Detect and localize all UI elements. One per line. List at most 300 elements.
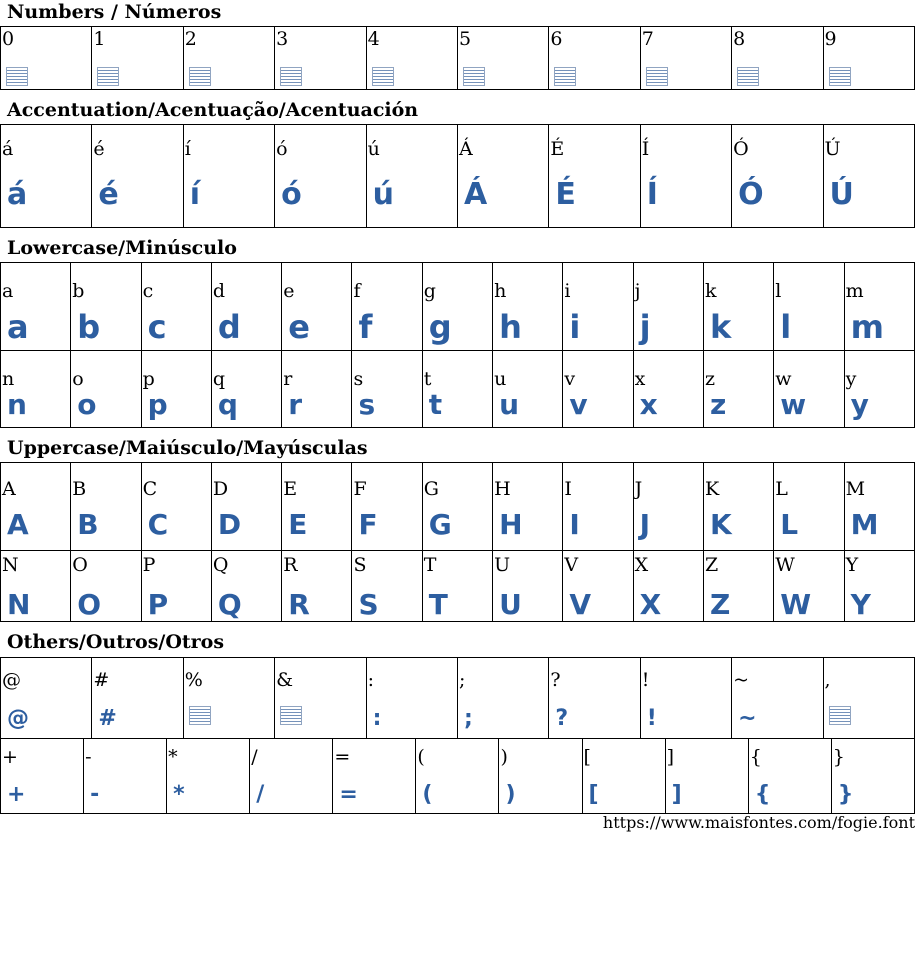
- character-label: ó: [276, 138, 288, 160]
- glyph-sample: }: [837, 782, 854, 807]
- character-label: m: [845, 280, 864, 302]
- character-label: r: [283, 368, 293, 390]
- glyph-cell: [352, 463, 422, 551]
- character-label: !: [641, 669, 650, 691]
- glyph-cell: [748, 739, 831, 814]
- glyph-cell: [141, 351, 211, 428]
- glyph-row: [1, 351, 915, 428]
- missing-glyph-icon: [463, 67, 485, 86]
- glyph-sample: ~: [738, 706, 757, 731]
- glyph-sample: é: [98, 177, 119, 212]
- glyph-sample: d: [217, 308, 241, 346]
- character-label: ]: [666, 746, 675, 768]
- missing-glyph-icon: [280, 67, 302, 86]
- glyph-cell: [183, 658, 274, 739]
- character-label: i: [564, 280, 571, 302]
- glyph-cell: [633, 463, 703, 551]
- glyph-cell: [633, 551, 703, 622]
- glyph-sample: A: [7, 508, 29, 541]
- character-label: &: [276, 669, 294, 691]
- glyph-grid: [0, 124, 915, 228]
- character-label: N: [2, 554, 19, 576]
- missing-glyph-icon: [280, 706, 302, 725]
- glyph-sample: {: [754, 782, 771, 807]
- character-label: E: [283, 478, 298, 500]
- glyph-cell: [774, 551, 844, 622]
- glyph-sample: z: [709, 388, 727, 421]
- character-label: á: [2, 138, 14, 160]
- glyph-cell: [774, 351, 844, 428]
- glyph-sample: M: [850, 508, 879, 541]
- glyph-sample: ?: [555, 706, 569, 731]
- glyph-grid: [0, 738, 915, 814]
- glyph-grid: [0, 26, 915, 90]
- glyph-grid: [0, 350, 915, 428]
- glyph-cell: [493, 263, 563, 351]
- section-title: Others/Outros/Otros: [7, 631, 225, 653]
- glyph-sample: N: [7, 588, 31, 621]
- missing-glyph-icon: [554, 67, 576, 86]
- character-label: #: [93, 669, 110, 691]
- glyph-sample: K: [709, 508, 732, 541]
- glyph-sample: í: [189, 177, 201, 212]
- glyph-sample: S: [358, 588, 379, 621]
- glyph-cell: [563, 463, 633, 551]
- glyph-cell: [499, 739, 582, 814]
- character-label: (: [417, 746, 425, 768]
- glyph-cell: [1, 658, 92, 739]
- glyph-cell: [422, 463, 492, 551]
- glyph-cell: [640, 658, 731, 739]
- missing-glyph-icon: [6, 67, 28, 86]
- character-label: p: [142, 368, 155, 390]
- glyph-row: [1, 263, 915, 351]
- character-label: h: [494, 280, 507, 302]
- glyph-cell: [549, 27, 640, 90]
- glyph-cell: [493, 551, 563, 622]
- glyph-sample: u: [499, 388, 520, 421]
- glyph-sample: X: [639, 588, 662, 621]
- character-label: Ó: [733, 138, 749, 160]
- glyph-cell: [844, 263, 914, 351]
- character-label: y: [845, 368, 857, 390]
- character-label: ,: [824, 669, 831, 691]
- glyph-cell: [844, 351, 914, 428]
- glyph-cell: [211, 351, 281, 428]
- character-label: z: [704, 368, 715, 390]
- character-label: 6: [550, 28, 563, 50]
- glyph-sample: v: [569, 388, 588, 421]
- character-label: w: [775, 368, 792, 390]
- character-label: d: [212, 280, 226, 302]
- glyph-sample: ): [505, 782, 516, 807]
- glyph-row: [1, 551, 915, 622]
- character-label: 5: [458, 28, 472, 50]
- glyph-sample: c: [147, 308, 167, 346]
- character-label: u: [494, 368, 507, 390]
- character-label: f: [353, 280, 361, 302]
- character-label: Z: [704, 554, 719, 576]
- character-label: M: [845, 478, 866, 500]
- glyph-sample: ;: [463, 706, 473, 731]
- character-label: P: [142, 554, 156, 576]
- glyph-sample: s: [358, 388, 376, 421]
- character-label: }: [832, 746, 845, 768]
- character-label: c: [142, 280, 154, 302]
- character-label: a: [2, 280, 14, 302]
- glyph-sample: T: [428, 588, 448, 621]
- glyph-sample: n: [7, 388, 27, 421]
- character-label: R: [283, 554, 298, 576]
- glyph-cell: [1, 739, 84, 814]
- glyph-cell: [457, 658, 548, 739]
- glyph-sample: h: [499, 308, 522, 346]
- glyph-cell: [422, 551, 492, 622]
- missing-glyph-icon: [189, 706, 211, 725]
- character-label: W: [775, 554, 795, 576]
- glyph-cell: [71, 263, 141, 351]
- glyph-cell: [703, 351, 773, 428]
- character-label: 8: [733, 28, 746, 50]
- glyph-sample: @: [7, 706, 29, 731]
- glyph-cell: [422, 263, 492, 351]
- glyph-sample: r: [288, 388, 302, 421]
- glyph-sample: G: [428, 508, 452, 541]
- glyph-sample: Á: [463, 177, 488, 212]
- glyph-cell: [183, 125, 274, 228]
- glyph-sample: #: [98, 706, 117, 731]
- character-label: O: [72, 554, 88, 576]
- glyph-sample: Q: [217, 588, 242, 621]
- glyph-cell: [275, 658, 366, 739]
- missing-glyph-icon: [189, 67, 211, 86]
- character-label: 0: [2, 28, 15, 50]
- character-label: L: [775, 478, 788, 500]
- glyph-sample: P: [147, 588, 169, 621]
- glyph-cell: [211, 463, 281, 551]
- character-label: +: [2, 746, 18, 768]
- character-label: T: [423, 554, 437, 576]
- glyph-cell: [633, 263, 703, 351]
- character-label: o: [72, 368, 84, 390]
- glyph-cell: [703, 551, 773, 622]
- character-label: G: [423, 478, 439, 500]
- glyph-sample: /: [256, 782, 265, 807]
- glyph-sample: á: [7, 177, 28, 212]
- character-label: K: [704, 478, 720, 500]
- glyph-sample: J: [639, 508, 651, 541]
- glyph-cell: [282, 263, 352, 351]
- glyph-sample: [: [588, 782, 599, 807]
- character-label: 7: [641, 28, 654, 50]
- character-label: V: [564, 554, 579, 576]
- glyph-cell: [92, 125, 183, 228]
- glyph-cell: [774, 263, 844, 351]
- glyph-cell: [703, 463, 773, 551]
- missing-glyph-icon: [372, 67, 394, 86]
- glyph-cell: [416, 739, 499, 814]
- section-title: Accentuation/Acentuação/Acentuación: [7, 99, 419, 121]
- glyph-cell: [183, 27, 274, 90]
- character-label: B: [72, 478, 87, 500]
- glyph-sample: C: [147, 508, 169, 541]
- glyph-cell: [640, 27, 731, 90]
- glyph-cell: [71, 351, 141, 428]
- missing-glyph-icon: [97, 67, 119, 86]
- glyph-sample: Í: [646, 177, 658, 212]
- glyph-cell: [71, 551, 141, 622]
- glyph-cell: [141, 463, 211, 551]
- glyph-grid: [0, 657, 915, 739]
- character-label: l: [775, 280, 782, 302]
- character-label: ?: [550, 669, 561, 691]
- glyph-sample: *: [173, 782, 185, 807]
- glyph-sample: :: [372, 706, 382, 731]
- glyph-sample: !: [646, 706, 657, 731]
- glyph-cell: [823, 125, 914, 228]
- glyph-grid: [0, 550, 915, 622]
- glyph-sample: e: [288, 308, 310, 346]
- character-label: Í: [641, 138, 650, 160]
- character-label: í: [184, 138, 191, 160]
- character-label: 2: [184, 28, 197, 50]
- character-label: D: [212, 478, 229, 500]
- glyph-sample: y: [850, 388, 869, 421]
- glyph-cell: [844, 463, 914, 551]
- character-label: {: [749, 746, 762, 768]
- glyph-cell: [732, 658, 823, 739]
- glyph-sample: f: [358, 308, 373, 346]
- glyph-sample: ú: [372, 177, 394, 212]
- glyph-cell: [282, 351, 352, 428]
- glyph-row: [1, 463, 915, 551]
- character-label: J: [634, 478, 643, 500]
- glyph-sample: x: [639, 388, 658, 421]
- character-label: 4: [367, 28, 380, 50]
- glyph-cell: [732, 27, 823, 90]
- character-label: 3: [276, 28, 289, 50]
- glyph-cell: [831, 739, 914, 814]
- source-url[interactable]: https://www.maisfontes.com/fogie.font: [602, 813, 915, 832]
- glyph-cell: [141, 263, 211, 351]
- glyph-sample: m: [850, 308, 884, 346]
- character-label: X: [634, 554, 649, 576]
- glyph-cell: [493, 463, 563, 551]
- character-label: ): [500, 746, 508, 768]
- glyph-cell: [366, 125, 457, 228]
- glyph-sample: w: [780, 388, 807, 421]
- glyph-sample: t: [428, 388, 443, 421]
- character-label: F: [353, 478, 367, 500]
- glyph-sample: E: [288, 508, 308, 541]
- character-label: *: [168, 746, 178, 768]
- character-label: :: [367, 669, 374, 691]
- character-label: /: [251, 746, 258, 768]
- character-label: Y: [845, 554, 859, 576]
- character-label: [: [583, 746, 591, 768]
- glyph-cell: [1, 27, 92, 90]
- character-label: =: [334, 746, 351, 768]
- glyph-cell: [84, 739, 167, 814]
- character-label: j: [634, 280, 641, 302]
- glyph-cell: [457, 27, 548, 90]
- glyph-row: [1, 125, 915, 228]
- glyph-row: [1, 658, 915, 739]
- glyph-cell: [275, 27, 366, 90]
- glyph-cell: [1, 263, 71, 351]
- glyph-cell: [665, 739, 748, 814]
- glyph-cell: [563, 551, 633, 622]
- glyph-cell: [457, 125, 548, 228]
- glyph-cell: [732, 125, 823, 228]
- glyph-cell: [823, 658, 914, 739]
- character-label: Á: [458, 138, 473, 160]
- glyph-cell: [211, 551, 281, 622]
- glyph-sample: +: [7, 782, 26, 807]
- glyph-sample: k: [709, 308, 732, 346]
- glyph-cell: [774, 463, 844, 551]
- glyph-cell: [282, 551, 352, 622]
- glyph-cell: [1, 351, 71, 428]
- glyph-sample: Z: [709, 588, 731, 621]
- character-label: s: [353, 368, 364, 390]
- character-label: g: [423, 280, 436, 302]
- glyph-cell: [366, 658, 457, 739]
- glyph-sample: ]: [671, 782, 682, 807]
- glyph-sample: F: [358, 508, 378, 541]
- character-label: H: [494, 478, 511, 500]
- glyph-cell: [366, 27, 457, 90]
- glyph-row: [1, 739, 915, 814]
- glyph-sample: U: [499, 588, 522, 621]
- character-label: v: [564, 368, 576, 390]
- glyph-sample: H: [499, 508, 523, 541]
- glyph-cell: [549, 658, 640, 739]
- glyph-sample: O: [77, 588, 102, 621]
- missing-glyph-icon: [646, 67, 668, 86]
- glyph-cell: [211, 263, 281, 351]
- glyph-sample: V: [569, 588, 592, 621]
- glyph-sample: o: [77, 388, 97, 421]
- glyph-row: [1, 27, 915, 90]
- character-label: t: [423, 368, 432, 390]
- character-label: é: [93, 138, 105, 160]
- glyph-sample: I: [569, 508, 580, 541]
- missing-glyph-icon: [829, 67, 851, 86]
- glyph-cell: [582, 739, 665, 814]
- character-label: I: [564, 478, 572, 500]
- character-label: 1: [93, 28, 106, 50]
- glyph-sample: a: [7, 308, 29, 346]
- glyph-sample: q: [217, 388, 238, 421]
- character-label: x: [634, 368, 646, 390]
- character-label: ~: [733, 669, 750, 691]
- glyph-cell: [141, 551, 211, 622]
- glyph-sample: p: [147, 388, 168, 421]
- glyph-grid: [0, 462, 915, 551]
- glyph-sample: b: [77, 308, 101, 346]
- glyph-cell: [352, 351, 422, 428]
- character-label: ;: [458, 669, 466, 691]
- glyph-cell: [352, 263, 422, 351]
- missing-glyph-icon: [737, 67, 759, 86]
- glyph-cell: [92, 27, 183, 90]
- glyph-cell: [703, 263, 773, 351]
- glyph-sample: =: [339, 782, 358, 807]
- glyph-sample: Y: [850, 588, 871, 621]
- character-label: -: [85, 746, 92, 768]
- character-label: C: [142, 478, 158, 500]
- glyph-sample: Ó: [738, 177, 764, 212]
- character-label: e: [283, 280, 295, 302]
- character-label: b: [72, 280, 85, 302]
- section-title: Numbers / Números: [7, 1, 222, 23]
- glyph-sample: B: [77, 508, 99, 541]
- glyph-cell: [71, 463, 141, 551]
- glyph-cell: [1, 463, 71, 551]
- glyph-cell: [250, 739, 333, 814]
- character-label: Q: [212, 554, 229, 576]
- section-title: Uppercase/Maiúsculo/Mayúsculas: [7, 437, 368, 459]
- glyph-cell: [282, 463, 352, 551]
- glyph-cell: [563, 263, 633, 351]
- character-label: %: [184, 669, 203, 691]
- glyph-cell: [549, 125, 640, 228]
- character-label: Ú: [824, 138, 841, 160]
- glyph-cell: [167, 739, 250, 814]
- glyph-cell: [422, 351, 492, 428]
- glyph-sample: W: [780, 588, 812, 621]
- glyph-sample: i: [569, 308, 581, 346]
- missing-glyph-icon: [829, 706, 851, 725]
- character-label: q: [212, 368, 226, 390]
- glyph-cell: [1, 551, 71, 622]
- glyph-cell: [563, 351, 633, 428]
- character-label: 9: [824, 28, 837, 50]
- glyph-sample: D: [217, 508, 242, 541]
- glyph-sample: -: [90, 782, 100, 807]
- glyph-cell: [333, 739, 416, 814]
- character-label: @: [2, 669, 21, 691]
- glyph-sample: É: [555, 177, 576, 212]
- glyph-grid: [0, 262, 915, 351]
- glyph-cell: [1, 125, 92, 228]
- section-title: Lowercase/Minúsculo: [7, 237, 237, 259]
- glyph-sample: (: [422, 782, 433, 807]
- glyph-cell: [275, 125, 366, 228]
- glyph-cell: [640, 125, 731, 228]
- glyph-sample: j: [639, 308, 651, 346]
- glyph-cell: [92, 658, 183, 739]
- character-label: U: [494, 554, 511, 576]
- glyph-sample: L: [780, 508, 799, 541]
- glyph-sample: g: [428, 308, 452, 346]
- glyph-sample: l: [780, 308, 792, 346]
- glyph-cell: [823, 27, 914, 90]
- character-label: S: [353, 554, 367, 576]
- glyph-cell: [493, 351, 563, 428]
- glyph-sample: R: [288, 588, 310, 621]
- glyph-sample: Ú: [829, 177, 854, 212]
- glyph-sample: ó: [281, 177, 302, 212]
- character-label: A: [2, 478, 16, 500]
- character-label: n: [2, 368, 15, 390]
- glyph-cell: [633, 351, 703, 428]
- character-label: É: [550, 138, 565, 160]
- character-label: ú: [367, 138, 380, 160]
- glyph-cell: [844, 551, 914, 622]
- character-label: k: [704, 280, 717, 302]
